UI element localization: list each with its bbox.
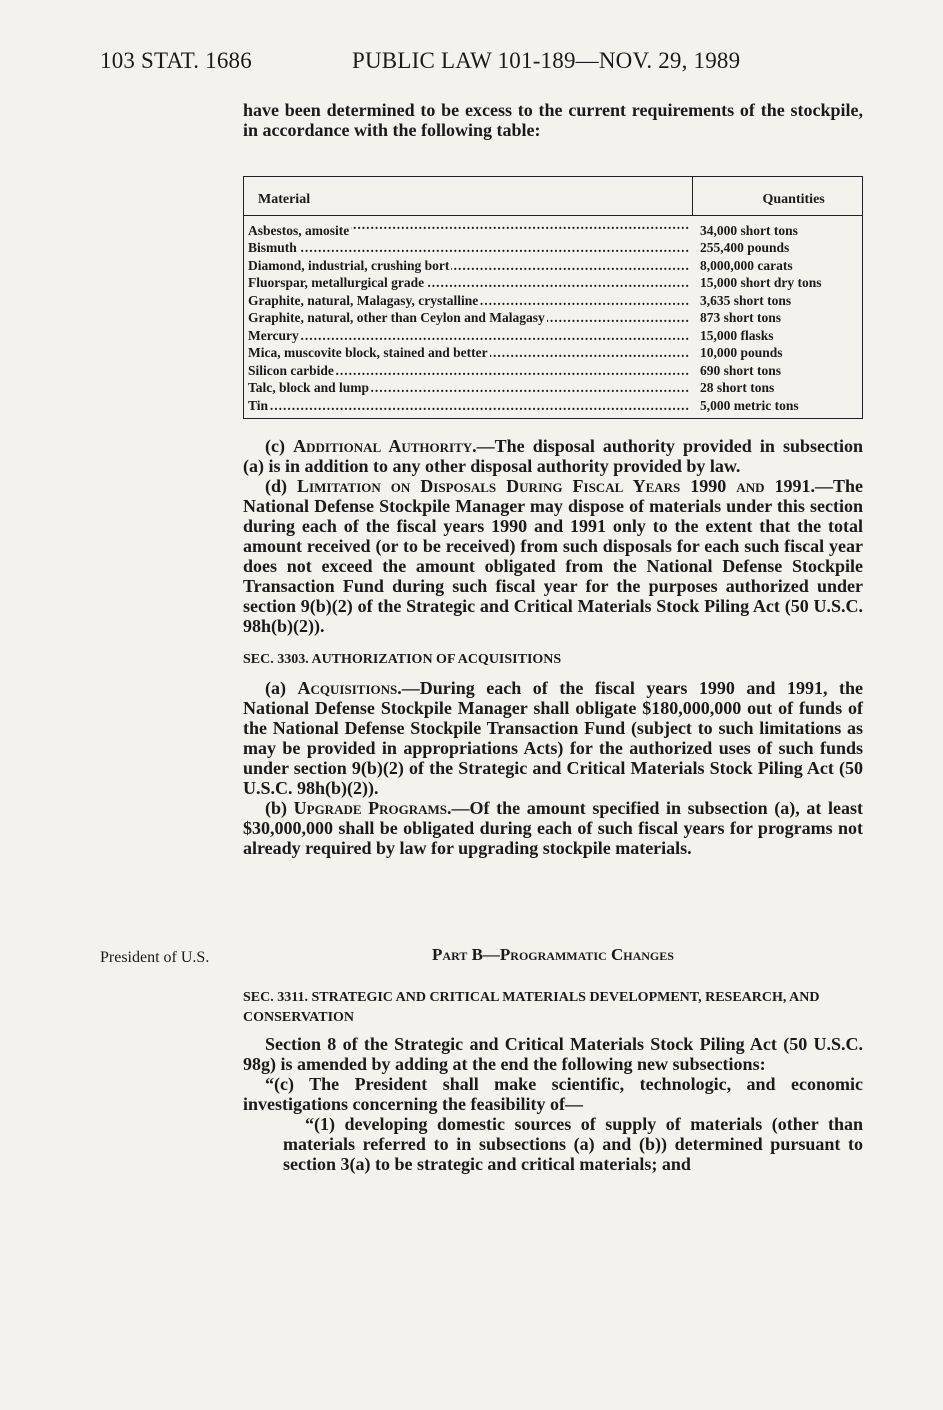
table-row — [244, 397, 863, 419]
material-name: Graphite, natural, other than Ceylon and Malagasy — [248, 310, 545, 325]
table-row — [244, 239, 863, 257]
table-row — [244, 327, 863, 345]
quantities-column-header: Quantities — [692, 177, 863, 216]
material-quantity: 690 short tons — [700, 362, 782, 378]
material-quantity: 8,000,000 carats — [700, 257, 793, 273]
material-name: Diamond, industrial, crushing bort — [248, 257, 450, 273]
table-row — [244, 362, 863, 380]
material-quantity: 255,400 pounds — [700, 240, 790, 255]
subsection-c: (c) Additional Authority.—The disposal authority provided in subsection (a) is in addition to any other disposal authority provided by law. — [243, 436, 864, 476]
subsection-d: (d) Limitation on Disposals During Fiscal Years 1990 and 1991.—The National Defense Stockpile Manager may dispose of materials under this section during each of the fiscal years 1990 and 1991 only to the extent that the total amount received (or to be received) from such disposals for each such fiscal year does not exceed the amount obligated from the National Defense Stockpile Transaction Fund during such fiscal year for the purposes authorized under section 9(b)(2) of the Strategic and Critical Materials Stock Piling Act (50 U.S.C. 98h(b)(2)). — [243, 476, 863, 636]
material-name: Talc, block and lump — [248, 380, 370, 395]
material-quantity: 3,635 short tons — [700, 292, 792, 308]
sec-3311-paragraph-1: “(1) developing domestic sources of supply of materials (other than materials referred to in subsections (a) and (b)) determined pursuant to section 3(a) to be strategic and critical materials; and — [283, 1114, 863, 1174]
sec-3311-heading: SEC. 3311. STRATEGIC AND CRITICAL MATERIALS DEVELOPMENT, RESEARCH, AND CONSERVATION — [243, 990, 820, 1025]
sec-3311-intro: Section 8 of the Strategic and Critical Materials Stock Piling Act (50 U.S.C. 98g) is amended by adding at the end the following new subsections: — [243, 1034, 863, 1074]
material-quantity: 34,000 short tons — [700, 222, 798, 238]
material-name: Tin — [248, 397, 269, 413]
subsection-c-heading: Additional Authority. — [293, 436, 477, 456]
sec-3303-subsection-b: (b) Upgrade Programs.—Of the amount specified in subsection (a), at least $30,000,000 shall be obligated during each of such fiscal years for programs not already required by law for upgrading stockpile materials. — [243, 798, 863, 858]
materials-table — [243, 176, 863, 419]
material-name: Silicon carbide — [248, 362, 334, 378]
table-row — [244, 344, 863, 362]
law-reference: PUBLIC LAW 101-189—NOV. 29, 1989 — [352, 48, 741, 73]
table-row — [244, 215, 863, 239]
material-quantity: 5,000 metric tons — [700, 397, 799, 413]
table-row — [244, 292, 863, 310]
sec-3311-subsection-c: “(c) The President shall make scientific, technologic, and economic investigations concerning the feasibility of— — [243, 1074, 863, 1114]
material-name: Asbestos, amosite — [248, 222, 350, 238]
material-quantity: 28 short tons — [700, 380, 775, 395]
table-row — [244, 274, 863, 292]
sec-3311-body — [243, 988, 863, 1174]
stat-reference: 103 STAT. 1686 — [100, 48, 252, 73]
sec-3303-heading: SEC. 3303. AUTHORIZATION OF ACQUISITIONS — [243, 652, 562, 667]
intro-paragraph: have been determined to be excess to the current requirements of the stockpile, in accordance with the following table: — [243, 100, 863, 140]
material-name: Mercury — [248, 327, 299, 343]
part-b-heading: Part B—Programmatic Changes — [432, 945, 674, 964]
table-row — [244, 257, 863, 275]
material-name: Mica, muscovite block, stained and better — [248, 345, 488, 360]
material-name: Fluorspar, metallurgical grade — [248, 275, 425, 290]
material-column-header: Material — [244, 177, 693, 216]
material-name: Graphite, natural, Malagasy, crystalline — [248, 292, 479, 308]
margin-note: President of U.S. — [100, 949, 210, 966]
section-body — [243, 436, 863, 858]
table-row — [244, 379, 863, 397]
material-quantity: 10,000 pounds — [700, 345, 783, 360]
subsection-d-heading: Limitation on Disposals During Fiscal Years 1990 and 1991. — [297, 476, 815, 496]
material-quantity: 873 short tons — [700, 310, 782, 325]
material-quantity: 15,000 short dry tons — [700, 275, 822, 290]
table-row — [244, 309, 863, 327]
material-quantity: 15,000 flasks — [700, 327, 774, 343]
material-name: Bismuth — [248, 240, 297, 255]
sec-3303-subsection-a: (a) Acquisitions.—During each of the fiscal years 1990 and 1991, the National Defense Stockpile Manager shall obligate $180,000,000 out of funds of the National Defense Stockpile Transaction Fund (subject to such limitations as may be provided in appropriations Acts) for the authorized uses of such funds under section 9(b)(2) of the Strategic and Critical Materials Stock Piling Act (50 U.S.C. 98h(b)(2)). — [243, 678, 863, 798]
